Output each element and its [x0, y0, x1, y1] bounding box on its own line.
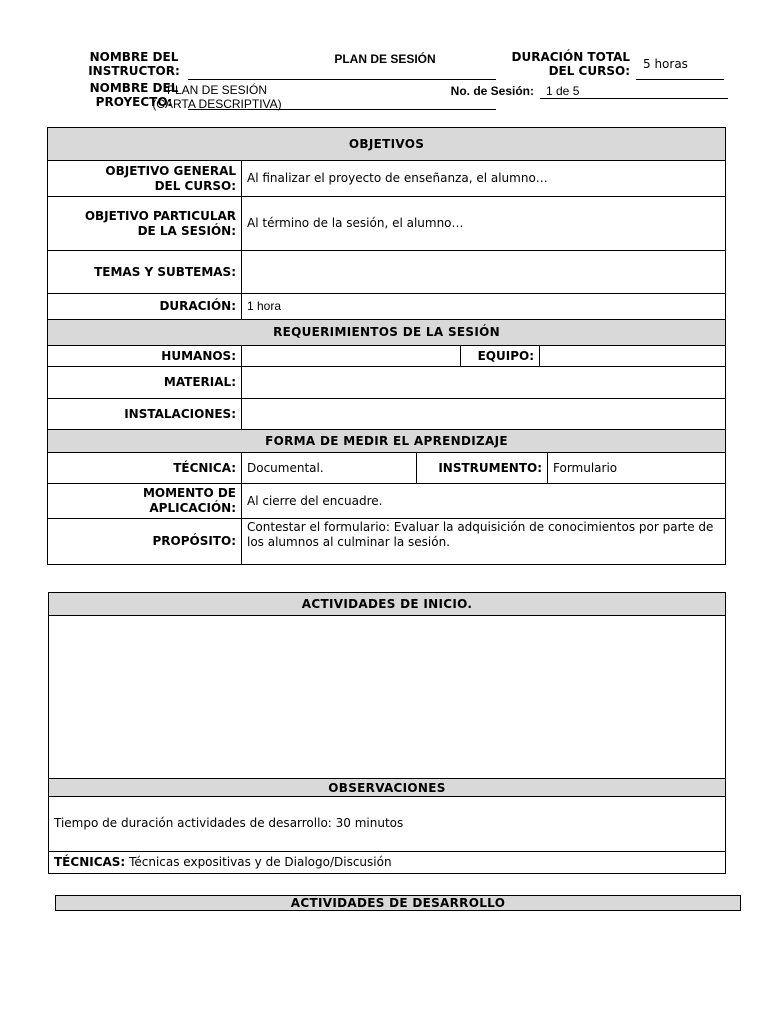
- session-value: 1 de 5: [546, 84, 580, 98]
- instrumento-value: Formulario: [548, 453, 726, 484]
- desarrollo-header-row: [56, 896, 741, 911]
- plan-title: PLAN DE SESIÓN: [334, 52, 436, 66]
- instalaciones-row: [48, 399, 726, 430]
- tecnica-row: [48, 453, 726, 484]
- equipo-value: [540, 346, 726, 367]
- instructor-underline: [188, 79, 496, 80]
- desarrollo-table: [55, 895, 741, 911]
- duracion-label: DURACIÓN:: [48, 294, 242, 320]
- instalaciones-value: [242, 399, 726, 430]
- requerimientos-header-row: [48, 320, 726, 346]
- temas-label: TEMAS Y SUBTEMAS:: [48, 251, 242, 294]
- tecnicas-row: [49, 852, 726, 874]
- momento-row: [48, 484, 726, 519]
- observaciones-title: OBSERVACIONES: [49, 779, 726, 797]
- tecnica-label: TÉCNICA:: [48, 453, 242, 484]
- observaciones-value: Tiempo de duración actividades de desarrollo: 30 minutos: [49, 797, 726, 852]
- duration-underline: [636, 79, 724, 80]
- particular-objective-label: OBJETIVO PARTICULAR DE LA SESIÓN:: [48, 197, 242, 251]
- particular-objective-value: Al término de la sesión, el alumno…: [242, 197, 726, 251]
- instructor-label: NOMBRE DEL INSTRUCTOR:: [88, 50, 180, 78]
- tecnicas-label: TÉCNICAS:: [54, 855, 126, 869]
- humanos-value: [242, 346, 461, 367]
- objetivos-section-title: OBJETIVOS: [48, 128, 726, 161]
- material-row: [48, 367, 726, 399]
- duration-value: 5 horas: [643, 57, 688, 71]
- plan-subtitle: PLAN DE SESIÓN (CARTA DESCRIPTIVA): [152, 83, 282, 111]
- tecnicas-cell: [49, 852, 726, 874]
- desarrollo-section-title: ACTIVIDADES DE DESARROLLO: [56, 896, 741, 911]
- instalaciones-label: INSTALACIONES:: [48, 399, 242, 430]
- observaciones-header-row: [49, 779, 726, 797]
- general-objective-value: Al finalizar el proyecto de enseñanza, el alumno…: [242, 161, 726, 197]
- momento-label: MOMENTO DE APLICACIÓN:: [48, 484, 242, 519]
- session-label: No. de Sesión:: [450, 84, 534, 98]
- humanos-label: HUMANOS:: [48, 346, 242, 367]
- session-underline: [540, 98, 728, 99]
- proposito-label: PROPÓSITO:: [48, 519, 242, 565]
- momento-value: Al cierre del encuadre.: [242, 484, 726, 519]
- observaciones-row: [49, 797, 726, 852]
- inicio-section-title: ACTIVIDADES DE INICIO.: [49, 593, 726, 616]
- inicio-content-row: [49, 616, 726, 779]
- inicio-table: [48, 592, 726, 874]
- requerimientos-section-title: REQUERIMIENTOS DE LA SESIÓN: [48, 320, 726, 346]
- inicio-header-row: [49, 593, 726, 616]
- medicion-header-row: [48, 430, 726, 453]
- session-plan-table: [47, 127, 726, 565]
- project-label: NOMBRE DEL PROYECTO:: [89, 81, 179, 109]
- medicion-section-title: FORMA DE MEDIR EL APRENDIZAJE: [48, 430, 726, 453]
- material-label: MATERIAL:: [48, 367, 242, 399]
- temas-row: [48, 251, 726, 294]
- temas-value: [242, 251, 726, 294]
- proposito-value: Contestar el formulario: Evaluar la adquisición de conocimientos por parte de los alumnos al culminar la sesión.: [242, 519, 726, 565]
- project-underline: [188, 109, 496, 110]
- material-value: [242, 367, 726, 399]
- general-objective-row: [48, 161, 726, 197]
- tecnicas-value: Técnicas expositivas y de Dialogo/Discusión: [129, 855, 392, 869]
- duracion-value: 1 hora: [242, 294, 726, 320]
- equipo-label: EQUIPO:: [461, 346, 540, 367]
- duration-label: DURACIÓN TOTAL DEL CURSO:: [511, 50, 630, 78]
- tecnica-value: Documental.: [242, 453, 417, 484]
- proposito-row: [48, 519, 726, 565]
- humanos-row: [48, 346, 726, 367]
- inicio-content: [49, 616, 726, 779]
- instrumento-label: INSTRUMENTO:: [417, 453, 548, 484]
- duracion-row: [48, 294, 726, 320]
- objetivos-header-row: [48, 128, 726, 161]
- general-objective-label: OBJETIVO GENERAL DEL CURSO:: [48, 161, 242, 197]
- particular-objective-row: [48, 197, 726, 251]
